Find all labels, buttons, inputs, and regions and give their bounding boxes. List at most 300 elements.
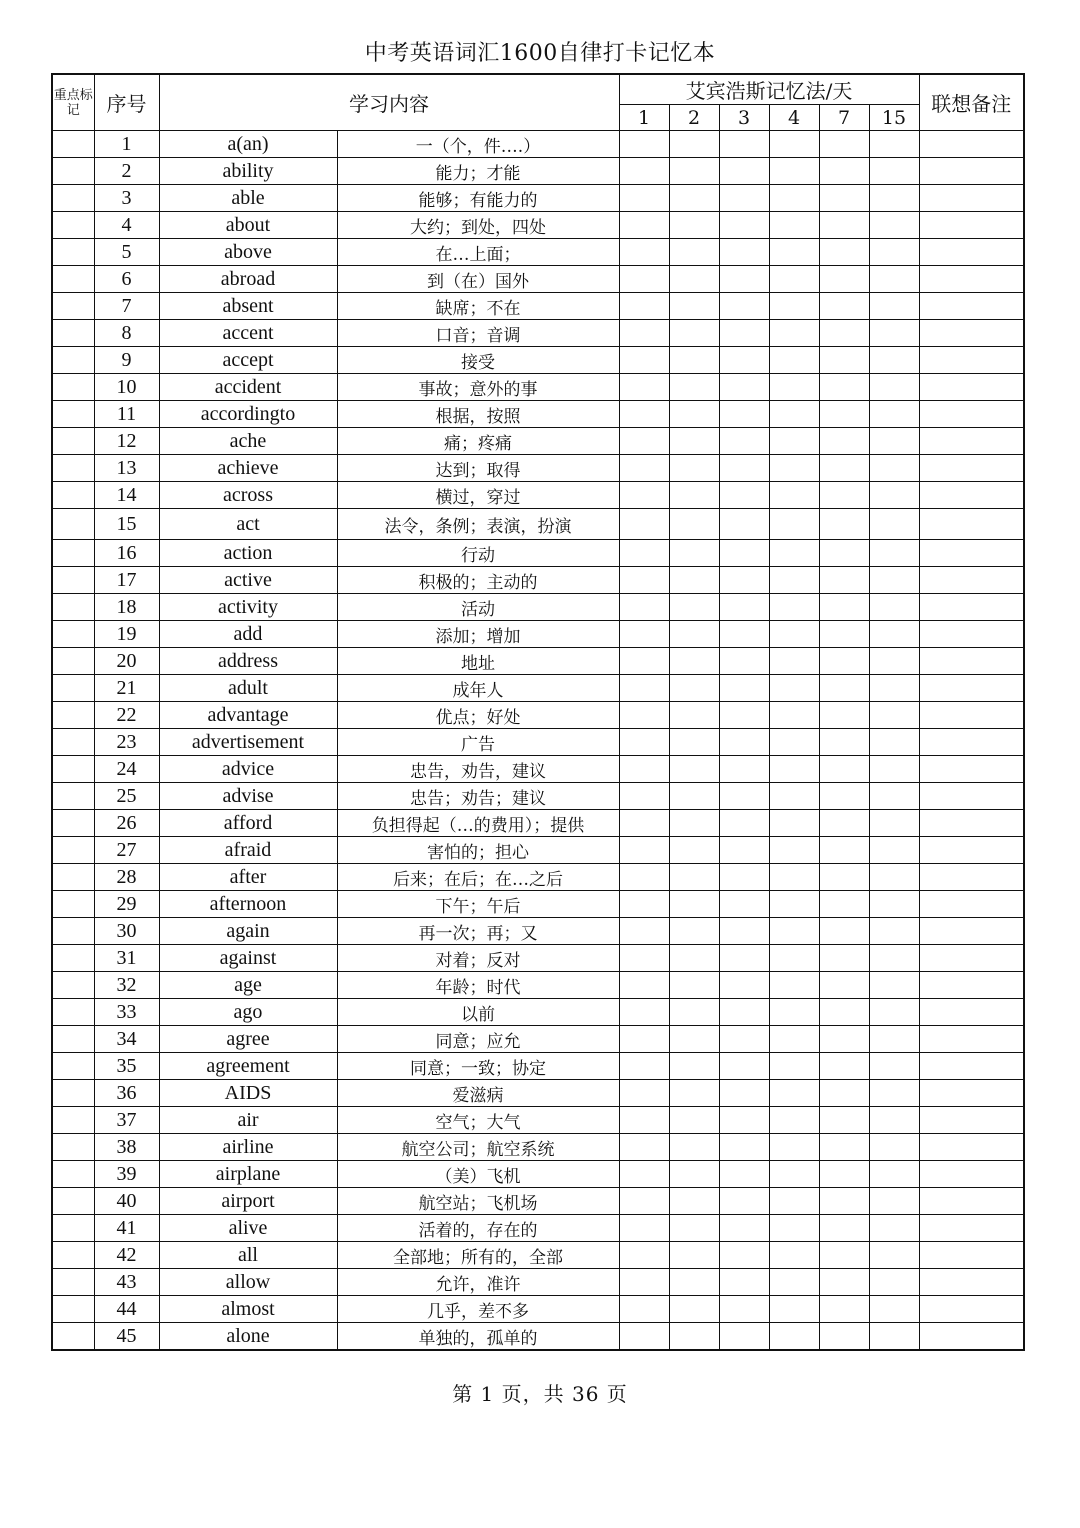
notes-cell[interactable] (919, 621, 1024, 648)
review-day-3-checkbox-cell[interactable] (719, 972, 769, 999)
review-day-15-checkbox-cell[interactable] (869, 239, 919, 266)
review-day-7-checkbox-cell[interactable] (819, 1269, 869, 1296)
review-day-3-checkbox-cell[interactable] (719, 837, 769, 864)
notes-cell[interactable] (919, 1242, 1024, 1269)
review-day-4-checkbox-cell[interactable] (769, 401, 819, 428)
review-day-3-checkbox-cell[interactable] (719, 1026, 769, 1053)
review-day-15-checkbox-cell[interactable] (869, 621, 919, 648)
review-day-2-checkbox-cell[interactable] (669, 482, 719, 509)
review-day-2-checkbox-cell[interactable] (669, 1188, 719, 1215)
review-day-3-checkbox-cell[interactable] (719, 594, 769, 621)
review-day-2-checkbox-cell[interactable] (669, 428, 719, 455)
review-day-3-checkbox-cell[interactable] (719, 455, 769, 482)
notes-cell[interactable] (919, 212, 1024, 239)
review-day-1-checkbox-cell[interactable] (619, 1161, 669, 1188)
notes-cell[interactable] (919, 918, 1024, 945)
notes-cell[interactable] (919, 1215, 1024, 1242)
review-day-3-checkbox-cell[interactable] (719, 131, 769, 158)
review-day-15-checkbox-cell[interactable] (869, 972, 919, 999)
review-day-7-checkbox-cell[interactable] (819, 1053, 869, 1080)
review-day-7-checkbox-cell[interactable] (819, 293, 869, 320)
key-mark-cell[interactable] (52, 594, 94, 621)
review-day-2-checkbox-cell[interactable] (669, 648, 719, 675)
review-day-7-checkbox-cell[interactable] (819, 185, 869, 212)
key-mark-cell[interactable] (52, 864, 94, 891)
review-day-15-checkbox-cell[interactable] (869, 783, 919, 810)
review-day-1-checkbox-cell[interactable] (619, 1080, 669, 1107)
review-day-2-checkbox-cell[interactable] (669, 864, 719, 891)
notes-cell[interactable] (919, 455, 1024, 482)
review-day-2-checkbox-cell[interactable] (669, 972, 719, 999)
review-day-7-checkbox-cell[interactable] (819, 1161, 869, 1188)
review-day-1-checkbox-cell[interactable] (619, 1296, 669, 1323)
review-day-4-checkbox-cell[interactable] (769, 702, 819, 729)
review-day-4-checkbox-cell[interactable] (769, 999, 819, 1026)
review-day-2-checkbox-cell[interactable] (669, 1242, 719, 1269)
key-mark-cell[interactable] (52, 428, 94, 455)
review-day-7-checkbox-cell[interactable] (819, 756, 869, 783)
review-day-15-checkbox-cell[interactable] (869, 756, 919, 783)
review-day-4-checkbox-cell[interactable] (769, 428, 819, 455)
review-day-3-checkbox-cell[interactable] (719, 401, 769, 428)
review-day-3-checkbox-cell[interactable] (719, 1215, 769, 1242)
review-day-4-checkbox-cell[interactable] (769, 567, 819, 594)
review-day-1-checkbox-cell[interactable] (619, 401, 669, 428)
review-day-15-checkbox-cell[interactable] (869, 675, 919, 702)
key-mark-cell[interactable] (52, 837, 94, 864)
review-day-1-checkbox-cell[interactable] (619, 239, 669, 266)
key-mark-cell[interactable] (52, 212, 94, 239)
review-day-15-checkbox-cell[interactable] (869, 1296, 919, 1323)
review-day-2-checkbox-cell[interactable] (669, 783, 719, 810)
review-day-15-checkbox-cell[interactable] (869, 891, 919, 918)
key-mark-cell[interactable] (52, 621, 94, 648)
review-day-15-checkbox-cell[interactable] (869, 1188, 919, 1215)
review-day-1-checkbox-cell[interactable] (619, 1026, 669, 1053)
notes-cell[interactable] (919, 1134, 1024, 1161)
review-day-3-checkbox-cell[interactable] (719, 810, 769, 837)
notes-cell[interactable] (919, 347, 1024, 374)
review-day-4-checkbox-cell[interactable] (769, 621, 819, 648)
review-day-7-checkbox-cell[interactable] (819, 509, 869, 540)
review-day-15-checkbox-cell[interactable] (869, 482, 919, 509)
review-day-7-checkbox-cell[interactable] (819, 1296, 869, 1323)
key-mark-cell[interactable] (52, 266, 94, 293)
review-day-3-checkbox-cell[interactable] (719, 891, 769, 918)
review-day-15-checkbox-cell[interactable] (869, 293, 919, 320)
review-day-15-checkbox-cell[interactable] (869, 918, 919, 945)
key-mark-cell[interactable] (52, 374, 94, 401)
review-day-4-checkbox-cell[interactable] (769, 266, 819, 293)
review-day-7-checkbox-cell[interactable] (819, 972, 869, 999)
review-day-4-checkbox-cell[interactable] (769, 1134, 819, 1161)
review-day-15-checkbox-cell[interactable] (869, 702, 919, 729)
review-day-4-checkbox-cell[interactable] (769, 1269, 819, 1296)
review-day-2-checkbox-cell[interactable] (669, 158, 719, 185)
review-day-1-checkbox-cell[interactable] (619, 158, 669, 185)
review-day-4-checkbox-cell[interactable] (769, 131, 819, 158)
notes-cell[interactable] (919, 1107, 1024, 1134)
review-day-15-checkbox-cell[interactable] (869, 455, 919, 482)
review-day-15-checkbox-cell[interactable] (869, 320, 919, 347)
review-day-1-checkbox-cell[interactable] (619, 131, 669, 158)
review-day-7-checkbox-cell[interactable] (819, 729, 869, 756)
review-day-2-checkbox-cell[interactable] (669, 756, 719, 783)
review-day-2-checkbox-cell[interactable] (669, 1053, 719, 1080)
review-day-4-checkbox-cell[interactable] (769, 945, 819, 972)
review-day-15-checkbox-cell[interactable] (869, 1134, 919, 1161)
review-day-7-checkbox-cell[interactable] (819, 347, 869, 374)
notes-cell[interactable] (919, 158, 1024, 185)
review-day-4-checkbox-cell[interactable] (769, 1242, 819, 1269)
notes-cell[interactable] (919, 374, 1024, 401)
review-day-15-checkbox-cell[interactable] (869, 837, 919, 864)
notes-cell[interactable] (919, 1323, 1024, 1351)
review-day-7-checkbox-cell[interactable] (819, 212, 869, 239)
review-day-3-checkbox-cell[interactable] (719, 185, 769, 212)
key-mark-cell[interactable] (52, 783, 94, 810)
review-day-4-checkbox-cell[interactable] (769, 1026, 819, 1053)
review-day-1-checkbox-cell[interactable] (619, 999, 669, 1026)
review-day-2-checkbox-cell[interactable] (669, 131, 719, 158)
key-mark-cell[interactable] (52, 945, 94, 972)
review-day-7-checkbox-cell[interactable] (819, 1242, 869, 1269)
review-day-1-checkbox-cell[interactable] (619, 702, 669, 729)
notes-cell[interactable] (919, 729, 1024, 756)
key-mark-cell[interactable] (52, 918, 94, 945)
review-day-15-checkbox-cell[interactable] (869, 347, 919, 374)
key-mark-cell[interactable] (52, 756, 94, 783)
key-mark-cell[interactable] (52, 509, 94, 540)
notes-cell[interactable] (919, 999, 1024, 1026)
review-day-3-checkbox-cell[interactable] (719, 293, 769, 320)
review-day-7-checkbox-cell[interactable] (819, 702, 869, 729)
review-day-2-checkbox-cell[interactable] (669, 810, 719, 837)
notes-cell[interactable] (919, 320, 1024, 347)
notes-cell[interactable] (919, 567, 1024, 594)
review-day-3-checkbox-cell[interactable] (719, 1161, 769, 1188)
key-mark-cell[interactable] (52, 1107, 94, 1134)
review-day-2-checkbox-cell[interactable] (669, 729, 719, 756)
key-mark-cell[interactable] (52, 972, 94, 999)
key-mark-cell[interactable] (52, 158, 94, 185)
review-day-15-checkbox-cell[interactable] (869, 729, 919, 756)
review-day-3-checkbox-cell[interactable] (719, 509, 769, 540)
notes-cell[interactable] (919, 702, 1024, 729)
review-day-1-checkbox-cell[interactable] (619, 675, 669, 702)
review-day-2-checkbox-cell[interactable] (669, 1269, 719, 1296)
key-mark-cell[interactable] (52, 239, 94, 266)
review-day-3-checkbox-cell[interactable] (719, 648, 769, 675)
review-day-2-checkbox-cell[interactable] (669, 509, 719, 540)
review-day-2-checkbox-cell[interactable] (669, 621, 719, 648)
review-day-7-checkbox-cell[interactable] (819, 374, 869, 401)
review-day-1-checkbox-cell[interactable] (619, 621, 669, 648)
review-day-3-checkbox-cell[interactable] (719, 1269, 769, 1296)
key-mark-cell[interactable] (52, 185, 94, 212)
review-day-2-checkbox-cell[interactable] (669, 185, 719, 212)
review-day-2-checkbox-cell[interactable] (669, 374, 719, 401)
review-day-2-checkbox-cell[interactable] (669, 401, 719, 428)
review-day-15-checkbox-cell[interactable] (869, 999, 919, 1026)
review-day-15-checkbox-cell[interactable] (869, 212, 919, 239)
review-day-1-checkbox-cell[interactable] (619, 972, 669, 999)
notes-cell[interactable] (919, 1080, 1024, 1107)
key-mark-cell[interactable] (52, 729, 94, 756)
review-day-2-checkbox-cell[interactable] (669, 567, 719, 594)
review-day-4-checkbox-cell[interactable] (769, 1323, 819, 1351)
review-day-1-checkbox-cell[interactable] (619, 1188, 669, 1215)
review-day-3-checkbox-cell[interactable] (719, 158, 769, 185)
review-day-1-checkbox-cell[interactable] (619, 756, 669, 783)
review-day-3-checkbox-cell[interactable] (719, 621, 769, 648)
review-day-4-checkbox-cell[interactable] (769, 783, 819, 810)
key-mark-cell[interactable] (52, 1296, 94, 1323)
notes-cell[interactable] (919, 1161, 1024, 1188)
review-day-3-checkbox-cell[interactable] (719, 540, 769, 567)
review-day-3-checkbox-cell[interactable] (719, 1188, 769, 1215)
review-day-15-checkbox-cell[interactable] (869, 1215, 919, 1242)
review-day-2-checkbox-cell[interactable] (669, 1026, 719, 1053)
review-day-2-checkbox-cell[interactable] (669, 540, 719, 567)
key-mark-cell[interactable] (52, 1026, 94, 1053)
review-day-1-checkbox-cell[interactable] (619, 1323, 669, 1351)
review-day-15-checkbox-cell[interactable] (869, 428, 919, 455)
review-day-7-checkbox-cell[interactable] (819, 239, 869, 266)
key-mark-cell[interactable] (52, 810, 94, 837)
notes-cell[interactable] (919, 972, 1024, 999)
review-day-15-checkbox-cell[interactable] (869, 945, 919, 972)
key-mark-cell[interactable] (52, 567, 94, 594)
review-day-2-checkbox-cell[interactable] (669, 1323, 719, 1351)
review-day-2-checkbox-cell[interactable] (669, 945, 719, 972)
notes-cell[interactable] (919, 1296, 1024, 1323)
review-day-4-checkbox-cell[interactable] (769, 1080, 819, 1107)
notes-cell[interactable] (919, 1053, 1024, 1080)
key-mark-cell[interactable] (52, 131, 94, 158)
review-day-3-checkbox-cell[interactable] (719, 1107, 769, 1134)
review-day-1-checkbox-cell[interactable] (619, 482, 669, 509)
review-day-7-checkbox-cell[interactable] (819, 567, 869, 594)
review-day-7-checkbox-cell[interactable] (819, 428, 869, 455)
review-day-7-checkbox-cell[interactable] (819, 918, 869, 945)
review-day-15-checkbox-cell[interactable] (869, 1161, 919, 1188)
review-day-1-checkbox-cell[interactable] (619, 729, 669, 756)
review-day-7-checkbox-cell[interactable] (819, 1026, 869, 1053)
key-mark-cell[interactable] (52, 482, 94, 509)
review-day-1-checkbox-cell[interactable] (619, 567, 669, 594)
review-day-2-checkbox-cell[interactable] (669, 1296, 719, 1323)
review-day-3-checkbox-cell[interactable] (719, 999, 769, 1026)
key-mark-cell[interactable] (52, 1134, 94, 1161)
review-day-4-checkbox-cell[interactable] (769, 594, 819, 621)
review-day-7-checkbox-cell[interactable] (819, 320, 869, 347)
review-day-4-checkbox-cell[interactable] (769, 1188, 819, 1215)
review-day-15-checkbox-cell[interactable] (869, 1323, 919, 1351)
notes-cell[interactable] (919, 428, 1024, 455)
review-day-2-checkbox-cell[interactable] (669, 999, 719, 1026)
notes-cell[interactable] (919, 185, 1024, 212)
review-day-3-checkbox-cell[interactable] (719, 702, 769, 729)
review-day-2-checkbox-cell[interactable] (669, 239, 719, 266)
key-mark-cell[interactable] (52, 1188, 94, 1215)
review-day-7-checkbox-cell[interactable] (819, 482, 869, 509)
review-day-1-checkbox-cell[interactable] (619, 1134, 669, 1161)
review-day-1-checkbox-cell[interactable] (619, 648, 669, 675)
review-day-2-checkbox-cell[interactable] (669, 918, 719, 945)
key-mark-cell[interactable] (52, 1080, 94, 1107)
review-day-1-checkbox-cell[interactable] (619, 864, 669, 891)
notes-cell[interactable] (919, 945, 1024, 972)
review-day-1-checkbox-cell[interactable] (619, 1053, 669, 1080)
review-day-3-checkbox-cell[interactable] (719, 1296, 769, 1323)
review-day-4-checkbox-cell[interactable] (769, 374, 819, 401)
review-day-3-checkbox-cell[interactable] (719, 945, 769, 972)
review-day-7-checkbox-cell[interactable] (819, 648, 869, 675)
review-day-1-checkbox-cell[interactable] (619, 266, 669, 293)
review-day-4-checkbox-cell[interactable] (769, 891, 819, 918)
review-day-15-checkbox-cell[interactable] (869, 567, 919, 594)
review-day-4-checkbox-cell[interactable] (769, 864, 819, 891)
review-day-1-checkbox-cell[interactable] (619, 1107, 669, 1134)
review-day-2-checkbox-cell[interactable] (669, 594, 719, 621)
review-day-1-checkbox-cell[interactable] (619, 455, 669, 482)
review-day-15-checkbox-cell[interactable] (869, 1080, 919, 1107)
notes-cell[interactable] (919, 675, 1024, 702)
review-day-2-checkbox-cell[interactable] (669, 675, 719, 702)
review-day-4-checkbox-cell[interactable] (769, 1215, 819, 1242)
review-day-1-checkbox-cell[interactable] (619, 945, 669, 972)
notes-cell[interactable] (919, 509, 1024, 540)
review-day-3-checkbox-cell[interactable] (719, 1134, 769, 1161)
review-day-1-checkbox-cell[interactable] (619, 320, 669, 347)
key-mark-cell[interactable] (52, 293, 94, 320)
key-mark-cell[interactable] (52, 1242, 94, 1269)
review-day-1-checkbox-cell[interactable] (619, 891, 669, 918)
review-day-15-checkbox-cell[interactable] (869, 648, 919, 675)
review-day-1-checkbox-cell[interactable] (619, 837, 669, 864)
review-day-7-checkbox-cell[interactable] (819, 999, 869, 1026)
review-day-2-checkbox-cell[interactable] (669, 891, 719, 918)
review-day-4-checkbox-cell[interactable] (769, 1053, 819, 1080)
review-day-2-checkbox-cell[interactable] (669, 1161, 719, 1188)
review-day-7-checkbox-cell[interactable] (819, 158, 869, 185)
review-day-4-checkbox-cell[interactable] (769, 675, 819, 702)
review-day-15-checkbox-cell[interactable] (869, 810, 919, 837)
review-day-3-checkbox-cell[interactable] (719, 729, 769, 756)
review-day-7-checkbox-cell[interactable] (819, 837, 869, 864)
review-day-1-checkbox-cell[interactable] (619, 1215, 669, 1242)
review-day-4-checkbox-cell[interactable] (769, 158, 819, 185)
review-day-3-checkbox-cell[interactable] (719, 1323, 769, 1351)
key-mark-cell[interactable] (52, 1215, 94, 1242)
review-day-2-checkbox-cell[interactable] (669, 266, 719, 293)
review-day-1-checkbox-cell[interactable] (619, 783, 669, 810)
review-day-2-checkbox-cell[interactable] (669, 1215, 719, 1242)
review-day-1-checkbox-cell[interactable] (619, 185, 669, 212)
review-day-2-checkbox-cell[interactable] (669, 293, 719, 320)
review-day-2-checkbox-cell[interactable] (669, 1080, 719, 1107)
review-day-3-checkbox-cell[interactable] (719, 266, 769, 293)
review-day-15-checkbox-cell[interactable] (869, 509, 919, 540)
review-day-4-checkbox-cell[interactable] (769, 509, 819, 540)
notes-cell[interactable] (919, 648, 1024, 675)
key-mark-cell[interactable] (52, 401, 94, 428)
review-day-4-checkbox-cell[interactable] (769, 455, 819, 482)
review-day-2-checkbox-cell[interactable] (669, 837, 719, 864)
review-day-15-checkbox-cell[interactable] (869, 540, 919, 567)
key-mark-cell[interactable] (52, 675, 94, 702)
review-day-7-checkbox-cell[interactable] (819, 810, 869, 837)
notes-cell[interactable] (919, 594, 1024, 621)
review-day-3-checkbox-cell[interactable] (719, 1242, 769, 1269)
notes-cell[interactable] (919, 540, 1024, 567)
review-day-4-checkbox-cell[interactable] (769, 756, 819, 783)
review-day-3-checkbox-cell[interactable] (719, 428, 769, 455)
review-day-1-checkbox-cell[interactable] (619, 1242, 669, 1269)
review-day-1-checkbox-cell[interactable] (619, 428, 669, 455)
review-day-15-checkbox-cell[interactable] (869, 374, 919, 401)
key-mark-cell[interactable] (52, 540, 94, 567)
review-day-2-checkbox-cell[interactable] (669, 455, 719, 482)
review-day-1-checkbox-cell[interactable] (619, 1269, 669, 1296)
review-day-4-checkbox-cell[interactable] (769, 837, 819, 864)
review-day-15-checkbox-cell[interactable] (869, 594, 919, 621)
review-day-1-checkbox-cell[interactable] (619, 594, 669, 621)
key-mark-cell[interactable] (52, 648, 94, 675)
review-day-1-checkbox-cell[interactable] (619, 293, 669, 320)
review-day-2-checkbox-cell[interactable] (669, 1107, 719, 1134)
review-day-3-checkbox-cell[interactable] (719, 756, 769, 783)
review-day-4-checkbox-cell[interactable] (769, 729, 819, 756)
review-day-3-checkbox-cell[interactable] (719, 567, 769, 594)
review-day-7-checkbox-cell[interactable] (819, 1107, 869, 1134)
review-day-7-checkbox-cell[interactable] (819, 131, 869, 158)
review-day-7-checkbox-cell[interactable] (819, 266, 869, 293)
key-mark-cell[interactable] (52, 1053, 94, 1080)
key-mark-cell[interactable] (52, 1269, 94, 1296)
review-day-3-checkbox-cell[interactable] (719, 1053, 769, 1080)
review-day-4-checkbox-cell[interactable] (769, 918, 819, 945)
notes-cell[interactable] (919, 131, 1024, 158)
notes-cell[interactable] (919, 756, 1024, 783)
notes-cell[interactable] (919, 239, 1024, 266)
review-day-1-checkbox-cell[interactable] (619, 347, 669, 374)
notes-cell[interactable] (919, 293, 1024, 320)
review-day-4-checkbox-cell[interactable] (769, 1296, 819, 1323)
review-day-7-checkbox-cell[interactable] (819, 455, 869, 482)
review-day-1-checkbox-cell[interactable] (619, 918, 669, 945)
review-day-7-checkbox-cell[interactable] (819, 783, 869, 810)
key-mark-cell[interactable] (52, 1161, 94, 1188)
key-mark-cell[interactable] (52, 347, 94, 374)
review-day-4-checkbox-cell[interactable] (769, 293, 819, 320)
review-day-7-checkbox-cell[interactable] (819, 1323, 869, 1351)
review-day-3-checkbox-cell[interactable] (719, 212, 769, 239)
review-day-4-checkbox-cell[interactable] (769, 320, 819, 347)
review-day-3-checkbox-cell[interactable] (719, 783, 769, 810)
review-day-3-checkbox-cell[interactable] (719, 675, 769, 702)
notes-cell[interactable] (919, 401, 1024, 428)
review-day-15-checkbox-cell[interactable] (869, 1242, 919, 1269)
review-day-15-checkbox-cell[interactable] (869, 1026, 919, 1053)
review-day-4-checkbox-cell[interactable] (769, 972, 819, 999)
review-day-2-checkbox-cell[interactable] (669, 1134, 719, 1161)
review-day-3-checkbox-cell[interactable] (719, 320, 769, 347)
review-day-1-checkbox-cell[interactable] (619, 212, 669, 239)
review-day-4-checkbox-cell[interactable] (769, 482, 819, 509)
key-mark-cell[interactable] (52, 702, 94, 729)
